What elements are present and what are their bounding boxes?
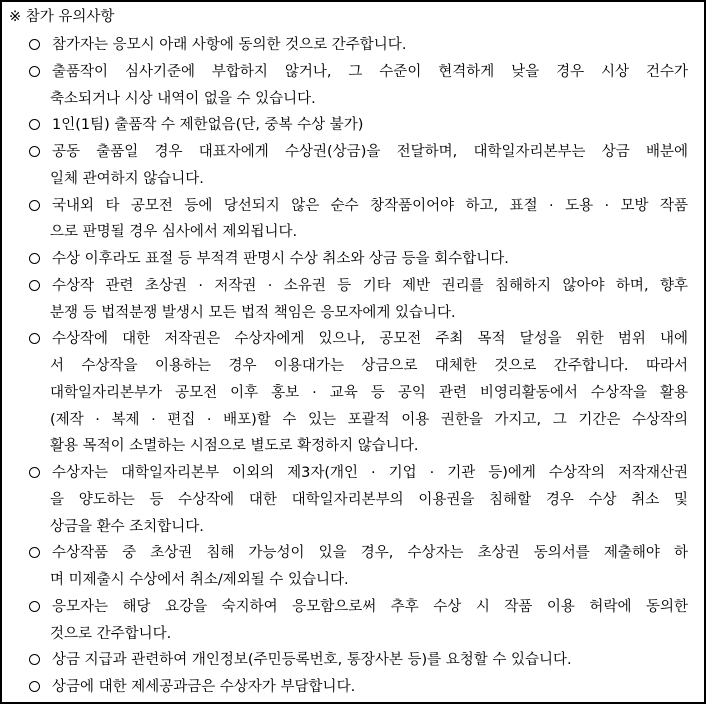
list-item: [2, 59, 704, 113]
list-item: [2, 193, 704, 247]
list-item-text-line: 수상작에 대한 저작권은 수상자에게 있으나, 공모전 주최 목적 달성을 위한 범위 내에: [52, 331, 688, 348]
list-item-text-line: 수상작품 중 초상권 침해 가능성이 있을 경우, 수상자는 초상권 동의서를 제출해야 하: [52, 545, 688, 562]
list-item-text-line: 수상자는 대학일자리본부 이외의 제3자(개인 · 기업 · 기관 등)에게 수상작의 저작재산권: [52, 465, 688, 481]
list-item-text-line: 상금 지급과 관련하여 개인정보(주민등록번호, 통장사본 등)를 요청할 수 있습니다.: [52, 652, 572, 669]
list-item-text-line: 축소되거나 시상 내역이 없을 수 있습니다.: [50, 90, 316, 107]
list-item-text-line: 을 양도하는 등 수상작에 대한 대학일자리본부의 이용권을 침해할 경우 수상 취소 및: [50, 491, 688, 508]
list-item-text-line: (제작 · 복제 · 편집 · 배포)할 수 있는 포괄적 이용 권한을 가지고, 그 기간은 수상작의: [50, 411, 688, 428]
list-item: [2, 273, 704, 327]
list-item: [2, 112, 704, 139]
list-item-text-line: 상금에 대한 제세공과금은 수상자가 부담합니다.: [52, 679, 356, 695]
list-item-text-line: 공동 출품일 경우 대표자에게 수상권(상금)을 전달하며, 대학일자리본부는 상금 배분에: [52, 144, 688, 160]
list-item: [2, 594, 704, 648]
list-item-text-line: 으로 판명될 경우 심사에서 제외됩니다.: [50, 224, 298, 241]
circle-bullet-icon: [29, 39, 40, 50]
notice-list: [2, 32, 704, 701]
list-item: [2, 647, 704, 674]
list-item-text-line: 것으로 간주합니다.: [50, 625, 172, 642]
list-item: [2, 32, 704, 59]
list-item-text-line: 수상 이후라도 표절 등 부적격 판명시 수상 취소와 상금 등을 회수합니다.: [52, 251, 509, 267]
circle-bullet-icon: [29, 280, 40, 291]
list-item: [2, 674, 704, 701]
list-item: [2, 326, 704, 460]
list-item-text-line: 참가자는 응모시 아래 사항에 동의한 것으로 간주합니다.: [52, 37, 407, 53]
list-item-text-line: 분쟁 등 법적분쟁 발생시 모든 법적 책임은 응모자에게 있습니다.: [50, 304, 456, 321]
list-item-text-line: 활용 목적이 소멸하는 시점으로 별도로 확정하지 않습니다.: [50, 438, 419, 455]
circle-bullet-icon: [29, 253, 40, 264]
list-item: [2, 139, 704, 193]
list-item-text-line: 일체 관여하지 않습니다.: [50, 170, 204, 187]
list-item-text-line: 서 수상작을 이용하는 경우 이용대가는 상금으로 대체한 것으로 간주합니다. 따라서: [50, 358, 688, 374]
list-item: [2, 460, 704, 540]
list-item-text-line: 며 미제출시 수상에서 취소/제외될 수 있습니다.: [50, 572, 349, 588]
list-item-text-line: 수상작 관련 초상권 · 저작권 · 소유권 등 기타 제반 권리를 침해하지 않아야 하며, 향후: [52, 277, 688, 294]
list-item-text-line: 1인(1팀) 출품작 수 제한없음(단, 중복 수상 불가): [52, 117, 364, 134]
list-item-text-line: 국내외 타 공모전 등에 당선되지 않은 순수 창작품이어야 하고, 표절 · 도용 · 모방 작품: [52, 197, 688, 214]
circle-bullet-icon: [29, 467, 40, 478]
circle-bullet-icon: [29, 681, 40, 692]
circle-bullet-icon: [29, 200, 40, 211]
circle-bullet-icon: [29, 146, 40, 157]
circle-bullet-icon: [29, 66, 40, 77]
list-item-text-line: 응모자는 해당 요강을 숙지하여 응모함으로써 추후 수상 시 작품 이용 허락에 동의한: [52, 598, 688, 615]
list-item-text-line: 출품작이 심사기준에 부합하지 않거나, 그 수준이 현격하게 낮을 경우 시상 건수가: [52, 63, 688, 80]
circle-bullet-icon: [29, 601, 40, 612]
list-item-text-line: 대학일자리본부가 공모전 이후 홍보 · 교육 등 공익 관련 비영리활동에서 수상작을 활용: [50, 384, 688, 401]
list-item: [2, 540, 704, 594]
list-item: [2, 246, 704, 273]
notice-title: ※ 참가 유의사항: [9, 9, 115, 25]
list-item-text-line: 상금을 환수 조치합니다.: [50, 518, 204, 535]
